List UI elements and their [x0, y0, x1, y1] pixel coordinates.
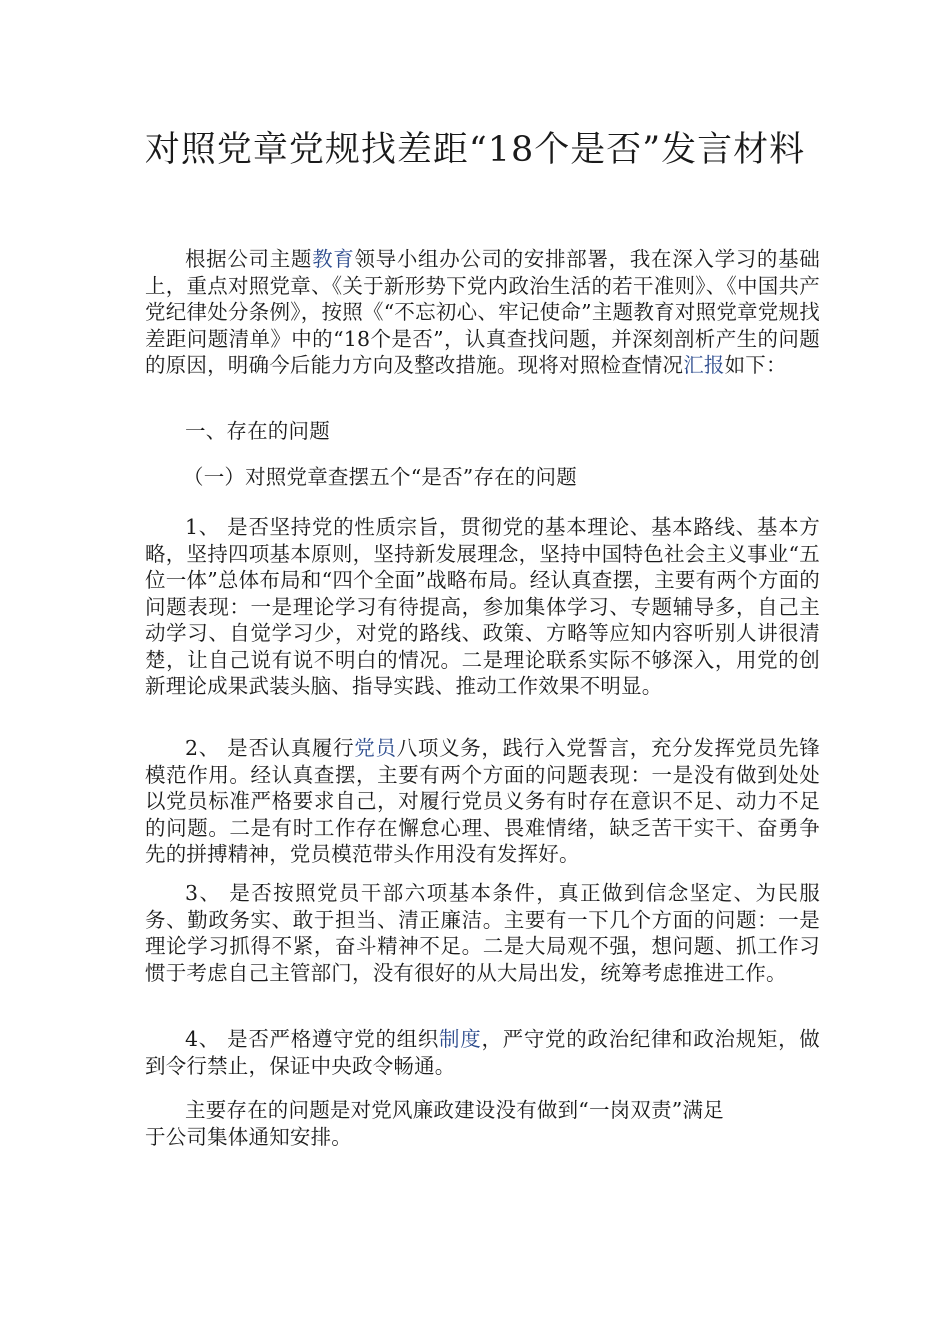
item-1-paragraph: 1、 是否坚持党的性质宗旨，贯彻党的基本理论、基本路线、基本方略，坚持四项基本原则，坚持新发展理念，坚持中国特色社会主义事业“五位一体”总体布局和“四个全面”战略布局。经认真查摆，主要有两个方面的问题表现：一是理论学习有待提高，参加集体学习、专题辅导多，自己主动学习、自觉学习少，对党的路线、政策、方略等应知内容听别人讲很清楚，让自己说有说不明白的情况。二是理论联系实际不够深入，用党的创新理论成果武装头脑、指导实践、推动工作效果不明显。 — [145, 515, 820, 698]
item-4-text-1: 4、 是否严格遵守党的组织 — [185, 1027, 440, 1051]
closing-line-2: 于公司集体通知安排。 — [145, 1124, 352, 1149]
document-title: 对照党章党规找差距“18个是否”发言材料 — [144, 130, 806, 170]
item-2-text-2: 八项义务，践行入党誓言，充分发挥党员先锋模范作用。经认真查摆，主要有两个方面的问题表现：一是没有做到处处以党员标准严格要求自己，对履行党员义务有时存在意识不足、动力不足的问题。二是有时工作存在懈怠心理、畏难情绪，缺乏苦干实干、奋勇争先的拼搏精神，党员模范带头作用没有发挥好。 — [145, 736, 821, 866]
item-4-paragraph — [145, 1026, 820, 1079]
link-huibao[interactable]: 汇报 — [683, 353, 725, 377]
closing-paragraph — [145, 1097, 820, 1150]
link-jiaoyu[interactable]: 教育 — [312, 247, 355, 271]
intro-text-3: 如下： — [724, 353, 787, 377]
item-2-paragraph — [145, 735, 820, 868]
item-2-text-1: 2、 是否认真履行 — [185, 736, 355, 760]
item-3-paragraph: 3、 是否按照党员干部六项基本条件，真正做到信念坚定、为民服务、勤政务实、敢于担当、清正廉洁。主要有一下几个方面的问题：一是理论学习抓得不紧，奋斗精神不足。二是大局观不强，想问题、抓工作习惯于考虑自己主管部门，没有很好的从大局出发，统筹考虑推进工作。 — [145, 881, 820, 985]
section-heading: 一、存在的问题 — [185, 419, 330, 443]
subsection-heading: （一）对照党章查摆五个“是否”存在的问题 — [183, 465, 577, 489]
closing-line-1: 主要存在的问题是对党风廉政建设没有做到“一岗双责”满足 — [185, 1098, 724, 1122]
link-zhidu[interactable]: 制度 — [439, 1027, 482, 1051]
link-dangyuan[interactable]: 党员 — [354, 736, 397, 760]
intro-paragraph — [145, 246, 820, 379]
item-4-text-2: ，严守党的政治纪律和政治规矩，做到令行禁止，保证中央政令畅通。 — [145, 1027, 820, 1078]
intro-text-2: 领导小组办公司的安排部署，我在深入学习的基础上，重点对照党章、《关于新形势下党内政治生活的若干准则》、《中国共产党纪律处分条例》，按照《“不忘初心、牢记使命”主题教育对照党章党规找差距问题清单》中的“18个是否”，认真查找问题，并深刻剖析产生的问题的原因，明确今后能力方向及整改措施。现将对照检查情况 — [145, 247, 820, 377]
intro-text-1: 根据公司主题 — [185, 247, 313, 271]
